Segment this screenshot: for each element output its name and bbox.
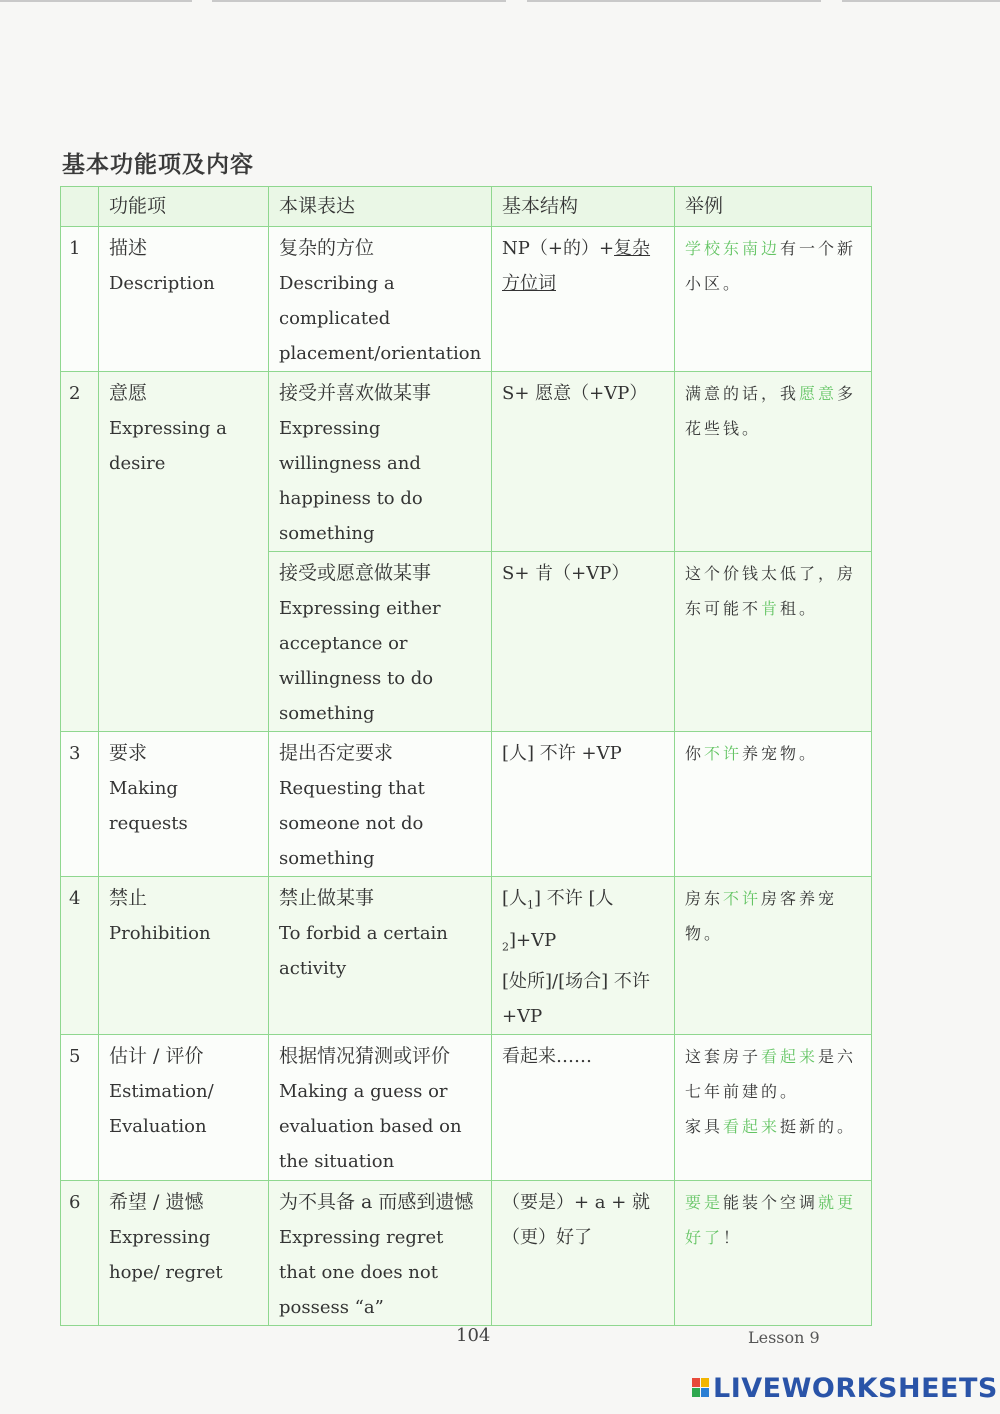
expression-en: Describing a complicated placement/orientation bbox=[279, 273, 482, 364]
expression-cn: 接受或愿意做某事 bbox=[279, 562, 432, 584]
table-header-row bbox=[61, 187, 872, 227]
expression-cn: 为不具备 a 而感到遗憾 bbox=[279, 1191, 474, 1214]
expression-cn: 复杂的方位 bbox=[279, 237, 375, 259]
function-table bbox=[60, 186, 872, 1326]
structure-cell: 看起来…… bbox=[492, 1035, 675, 1181]
row-number: 1 bbox=[61, 227, 99, 372]
function-cell bbox=[99, 1035, 269, 1181]
example-highlight: 就更好了 bbox=[685, 1193, 857, 1248]
page-number: 104 bbox=[456, 1325, 491, 1346]
function-cn: 估计 / 评价 bbox=[109, 1045, 204, 1068]
example-line bbox=[685, 1109, 863, 1144]
scan-edge-line bbox=[842, 0, 1000, 2]
expression-cn: 根据情况猜测或评价 bbox=[279, 1045, 451, 1068]
example-cell bbox=[675, 227, 872, 372]
function-en: Prohibition bbox=[109, 923, 211, 944]
table-row bbox=[61, 732, 872, 877]
expression-cn: 禁止做某事 bbox=[279, 887, 375, 909]
expression-en: Requesting that someone not do something bbox=[279, 778, 425, 869]
structure-line: [处所]/[场合] 不许 +VP bbox=[502, 971, 650, 1028]
structure-cell bbox=[492, 227, 675, 372]
expression-cell bbox=[269, 372, 492, 552]
row-number: 6 bbox=[61, 1181, 99, 1326]
subscript: 1 bbox=[527, 898, 535, 912]
example-highlight: 不许 bbox=[704, 744, 743, 763]
function-cell bbox=[99, 372, 269, 732]
table-row bbox=[61, 1181, 872, 1326]
row-number: 5 bbox=[61, 1035, 99, 1181]
function-en: Making requests bbox=[109, 778, 188, 834]
header-structure: 基本结构 bbox=[492, 187, 675, 227]
expression-cn: 接受并喜欢做某事 bbox=[279, 382, 432, 404]
example-text: 这套房子 bbox=[685, 1047, 762, 1067]
function-cell bbox=[99, 1181, 269, 1326]
expression-cell bbox=[269, 1035, 492, 1181]
row-number: 4 bbox=[61, 877, 99, 1035]
function-cell bbox=[99, 877, 269, 1035]
example-cell bbox=[675, 1035, 872, 1181]
header-function: 功能项 bbox=[99, 187, 269, 227]
expression-cell bbox=[269, 552, 492, 732]
example-text: 是六七年前建的。 bbox=[685, 1047, 857, 1102]
example-text: ！ bbox=[723, 1228, 743, 1248]
example-text: 房客养宠物。 bbox=[685, 889, 838, 943]
example-cell bbox=[675, 877, 872, 1035]
example-text: 养宠物。 bbox=[742, 744, 819, 763]
table-row bbox=[61, 227, 872, 372]
structure-text: ]+VP bbox=[509, 929, 557, 951]
example-text: 能装个空调 bbox=[723, 1193, 819, 1213]
example-cell bbox=[675, 1181, 872, 1326]
row-number: 3 bbox=[61, 732, 99, 877]
structure-underlined: 复杂方位词 bbox=[502, 238, 651, 294]
function-cn: 意愿 bbox=[109, 382, 148, 404]
example-highlight: 肯 bbox=[761, 599, 781, 618]
function-cn: 禁止 bbox=[109, 887, 148, 909]
structure-cell: [人] 不许 +VP bbox=[492, 732, 675, 877]
example-text: 你 bbox=[685, 744, 705, 763]
table-row bbox=[61, 877, 872, 1035]
header-expression: 本课表达 bbox=[269, 187, 492, 227]
scan-edge-line bbox=[527, 0, 821, 2]
example-highlight: 看起来 bbox=[761, 1047, 819, 1067]
example-text: 租。 bbox=[780, 599, 819, 618]
function-en: Description bbox=[109, 273, 215, 294]
expression-en: Expressing regret that one does not possess “a” bbox=[279, 1227, 444, 1319]
example-text: 满意的话，我 bbox=[685, 384, 800, 403]
function-cn: 描述 bbox=[109, 237, 148, 259]
function-cn: 要求 bbox=[109, 742, 148, 764]
liveworksheets-logo[interactable]: LIVEWORKSHEETS bbox=[713, 1373, 998, 1404]
example-cell bbox=[675, 372, 872, 552]
structure-text: [人 bbox=[502, 888, 528, 909]
function-en: Estimation/ Evaluation bbox=[109, 1081, 214, 1138]
expression-cell bbox=[269, 877, 492, 1035]
expression-en: To forbid a certain activity bbox=[279, 923, 448, 979]
expression-cell bbox=[269, 1181, 492, 1326]
expression-cell bbox=[269, 227, 492, 372]
example-highlight: 愿意 bbox=[799, 384, 838, 403]
example-text: 房东 bbox=[685, 889, 724, 908]
function-en: Expressing hope/ regret bbox=[109, 1227, 223, 1284]
structure-line bbox=[502, 881, 666, 964]
structure-text: NP（+的）+ bbox=[502, 238, 615, 259]
lesson-label: Lesson 9 bbox=[748, 1328, 820, 1347]
function-en: Expressing a desire bbox=[109, 418, 227, 474]
example-highlight: 不许 bbox=[723, 889, 762, 908]
subscript: 2 bbox=[502, 940, 509, 954]
table-row bbox=[61, 1035, 872, 1181]
structure-cell: （要是）+ a + 就（更）好了 bbox=[492, 1181, 675, 1326]
example-text: 挺新的。 bbox=[780, 1117, 857, 1137]
example-cell bbox=[675, 732, 872, 877]
header-num bbox=[61, 187, 99, 227]
example-text: 有一个新小区。 bbox=[685, 239, 857, 293]
example-text: 多花些钱。 bbox=[685, 384, 857, 438]
scan-edge-line bbox=[212, 0, 506, 2]
section-title: 基本功能项及内容 bbox=[62, 151, 254, 178]
expression-en: Expressing either acceptance or willingness to do something bbox=[279, 598, 441, 724]
example-cell bbox=[675, 552, 872, 732]
header-example: 举例 bbox=[675, 187, 872, 227]
example-highlight: 学校东南边 bbox=[685, 239, 781, 258]
example-line bbox=[685, 1039, 863, 1109]
function-cell bbox=[99, 732, 269, 877]
example-text: 家具 bbox=[685, 1117, 724, 1137]
expression-en: Expressing willingness and happiness to do something bbox=[279, 418, 423, 544]
expression-cell bbox=[269, 732, 492, 877]
structure-cell bbox=[492, 877, 675, 1035]
structure-cell: S+ 肯（+VP） bbox=[492, 552, 675, 732]
scan-edge-line bbox=[0, 0, 192, 2]
example-highlight: 要是 bbox=[685, 1193, 724, 1213]
table-row bbox=[61, 372, 872, 552]
function-cell bbox=[99, 227, 269, 372]
function-cn: 希望 / 遗憾 bbox=[109, 1191, 204, 1214]
row-number: 2 bbox=[61, 372, 99, 732]
structure-text: ] 不许 [人 bbox=[534, 888, 614, 909]
example-highlight: 看起来 bbox=[723, 1117, 781, 1137]
example-text: 这个价钱太低了，房东可能不 bbox=[685, 564, 857, 618]
expression-en: Making a guess or evaluation based on the situation bbox=[279, 1081, 462, 1173]
expression-cn: 提出否定要求 bbox=[279, 742, 394, 764]
structure-cell: S+ 愿意（+VP） bbox=[492, 372, 675, 552]
